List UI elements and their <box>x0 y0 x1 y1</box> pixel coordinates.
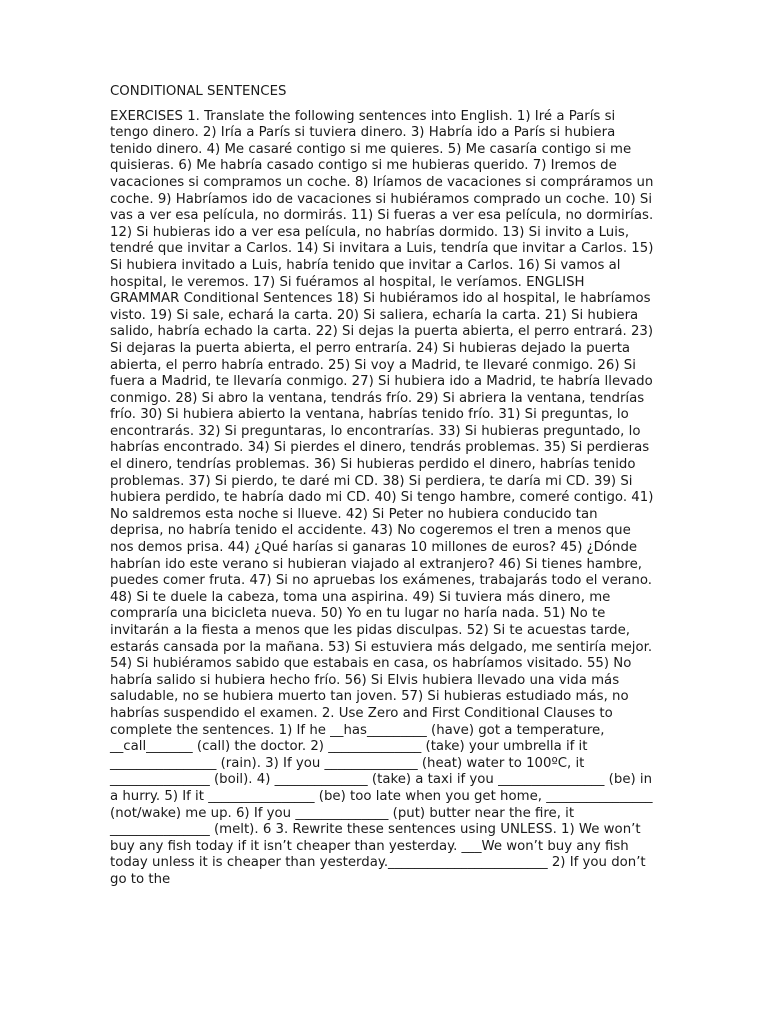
document-page <box>110 84 655 889</box>
document-title: CONDITIONAL SENTENCES <box>110 84 287 99</box>
document-body-text: EXERCISES 1. Translate the following sentences into English. 1) Iré a París si tengo dinero. 2) Iría a París si tuviera dinero. 3) Habría ido a París si hubiera tenido dinero. 4) Me casaré contigo si me quieres. 5) Me casaría contigo si me quisieras. 6) Me habría casado contigo si me hubieras querido. 7) Iremos de vacaciones si compramos un coche. 8) Iríamos de vacaciones si compráramos un coche. 9) Habríamos ido de vacaciones si hubiéramos comprado un coche. 10) Si vas a ver esa película, no dormirás. 11) Si fueras a ver esa película, no dormirías. 12) Si hubieras ido a ver esa película, no habrías dormido. 13) Si invito a Luis, tendré que invitar a Carlos. 14) Si invitara a Luis, tendría que invitar a Carlos. 15) Si hubiera invitado a Luis, habría tenido que invitar a Carlos. 16) Si vamos al hospital, le veremos. 17) Si fuéramos al hospital, le veríamos. ENGLISH GRAMMAR Conditional Sentences 18) Si hubiéramos ido al hospital, le habríamos visto. 19) Si sale, echará la carta. 20) Si saliera, echaría la carta. 21) Si hubiera salido, habría echado la carta. 22) Si dejas la puerta abierta, el perro entrará. 23) Si dejaras la puerta abierta, el perro entraría. 24) Si hubieras dejado la puerta abierta, el perro habría entrado. 25) Si voy a Madrid, te llevaré conmigo. 26) Si fuera a Madrid, te llevaría conmigo. 27) Si hubiera ido a Madrid, te habría llevado conmigo. 28) Si abro la ventana, tendrás frío. 29) Si abriera la ventana, tendrías frío. 30) Si hubiera abierto la ventana, habrías tenido frío. 31) Si preguntas, lo encontrarás. 32) Si preguntaras, lo encontrarías. 33) Si hubieras preguntado, lo habrías encontrado. 34) Si pierdes el dinero, tendrás problemas. 35) Si perdieras el dinero, tendrías problemas. 36) Si hubieras perdido el dinero, habrías tenido problemas. 37) Si pierdo, te daré mi CD. 38) Si perdiera, te daría mi CD. 39) Si hubiera perdido, te habría dado mi CD. 40) Si tengo hambre, comeré contigo. 41) No saldremos esta noche si llueve. 42) Si Peter no hubiera conducido tan deprisa, no habría tenido el accidente. 43) No cogeremos el tren a menos que nos demos prisa. 44) ¿Qué harías si ganaras 10 millones de euros? 45) ¿Dónde habrían ido este verano si hubieran viajado al extranjero? 46) Si tienes hambre, puedes comer fruta. 47) Si no apruebas los exámenes, trabajarás todo el verano. 48) Si te duele la cabeza, toma una aspirina. 49) Si tuviera más dinero, me compraría una bicicleta nueva. 50) Yo en tu lugar no haría nada. 51) No te invitarán a la fiesta a menos que les pidas disculpas. 52) Si te acuestas tarde, estarás cansada por la mañana. 53) Si estuviera más delgado, me sentiría mejor. 54) Si hubiéramos sabido que estabais en casa, os habríamos visitado. 55) No habría salido si hubiera hecho frío. 56) Si Elvis hubiera llevado una vida más saludable, no se hubiera muerto tan joven. 57) Si hubieras estudiado más, no habrías suspendido el examen. 2. Use Zero and First Conditional Clauses to complete the sentences. 1) If he __has_________ (have) got a temperature, __call_______ (call) the doctor. 2) ______________ (take) your umbrella if it ________________ (rain). 3) If you ______________ (heat) water to 100ºC, it _______________ (boil). 4) ______________ (take) a taxi if you ________________ (be) in a hurry. 5) If it ________________ (be) too late when you get home, ________________ (not/wake) me up. 6) If you ______________ (put) butter near the fire, it _______________ (melt). 6 3. Rewrite these sentences using UNLESS. 1) We won’t buy any fish today if it isn’t cheaper than yesterday. ___We won’t buy any fish today unless it is cheaper than yesterday.________________________ 2) If you don’t go to the <box>110 108 654 887</box>
